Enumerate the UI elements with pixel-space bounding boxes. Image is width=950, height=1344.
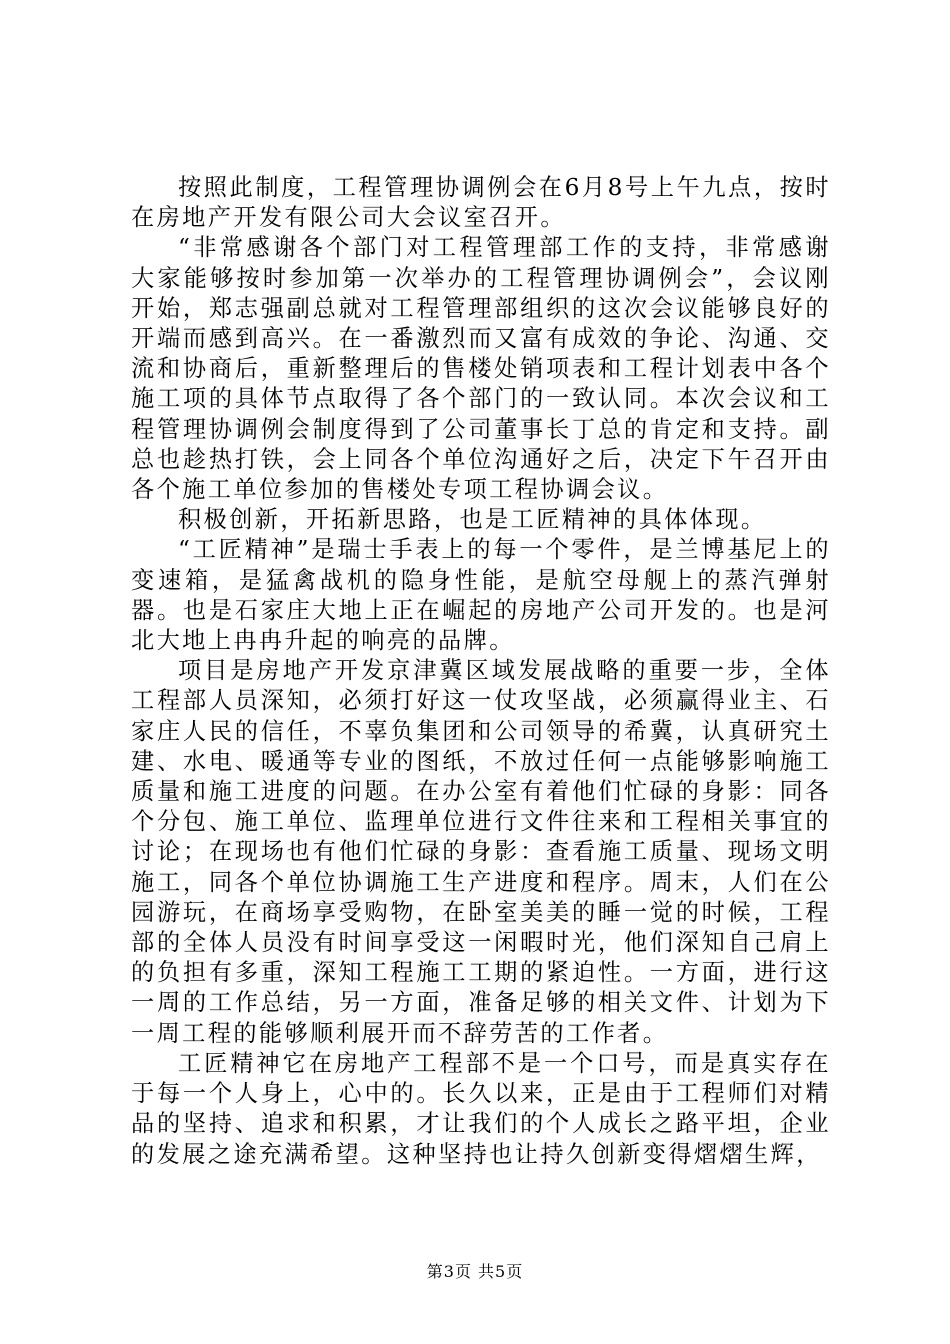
paragraph-meeting-quote: “非常感谢各个部门对工程管理部工作的支持，非常感谢大家能够按时参加第一次举办的工程管理协调例会”，会议刚开始，郑志强副总就对工程管理部组织的这次会议能够良好的开端而感到高兴。在一番激烈而又富有成效的争论、沟通、交流和协商后，重新整理后的售楼处销项表和工程计划表中各个施工项的具体节点取得了各个部门的一致认同。本次会议和工程管理协调例会制度得到了公司董事长丁总的肯定和支持。副总也趁热打铁，会上同各个单位沟通好之后，决定下午召开由各个施工单位参加的售楼处专项工程协调会议。 (131, 234, 831, 504)
paragraph-persistence: 工匠精神它在房地产工程部不是一个口号，而是真实存在于每一个人身上，心中的。长久以来，正是由于工程师们对精品的坚持、追求和积累，才让我们的个人成长之路平坦，企业的发展之途充满希望。这种坚持也让持久创新变得熠熠生辉， (131, 1049, 831, 1168)
page-number-footer: 第3页 共5页 (426, 1262, 524, 1281)
body-text (131, 173, 831, 1170)
paragraph-meeting-schedule: 按照此制度，工程管理协调例会在6月8号上午九点，按时在房地产开发有限公司大会议室召开。 (131, 174, 831, 232)
paragraph-craftsman-spirit: “工匠精神”是瑞士手表上的每一个零件，是兰博基尼上的变速箱，是猛禽战机的隐身性能，是航空母舰上的蒸汽弹射器。也是石家庄大地上正在崛起的房地产公司开发的。也是河北大地上冉冉升起的响亮的品牌。 (131, 536, 831, 655)
paragraph-project-team: 项目是房地产开发京津冀区域发展战略的重要一步，全体工程部人员深知，必须打好这一仗攻坚战，必须赢得业主、石家庄人民的信任，不辜负集团和公司领导的希冀，认真研究土建、水电、暖通等专业的图纸，不放过任何一点能够影响施工质量和施工进度的问题。在办公室有着他们忙碌的身影：同各个分包、施工单位、监理单位进行文件往来和工程相关事宜的讨论；在现场也有他们忙碌的身影：查看施工质量、现场文明施工，同各个单位协调施工生产进度和程序。周末，人们在公园游玩，在商场享受购物，在卧室美美的睡一觉的时候，工程部的全体人员没有时间享受这一闲暇时光，他们深知自己肩上的负担有多重，深知工程施工工期的紧迫性。一方面，进行这一周的工作总结，另一方面，准备足够的相关文件、计划为下一周工程的能够顺利展开而不辞劳苦的工作者。 (131, 657, 831, 1047)
paragraph-innovation: 积极创新，开拓新思路，也是工匠精神的具体体现。 (178, 506, 767, 534)
